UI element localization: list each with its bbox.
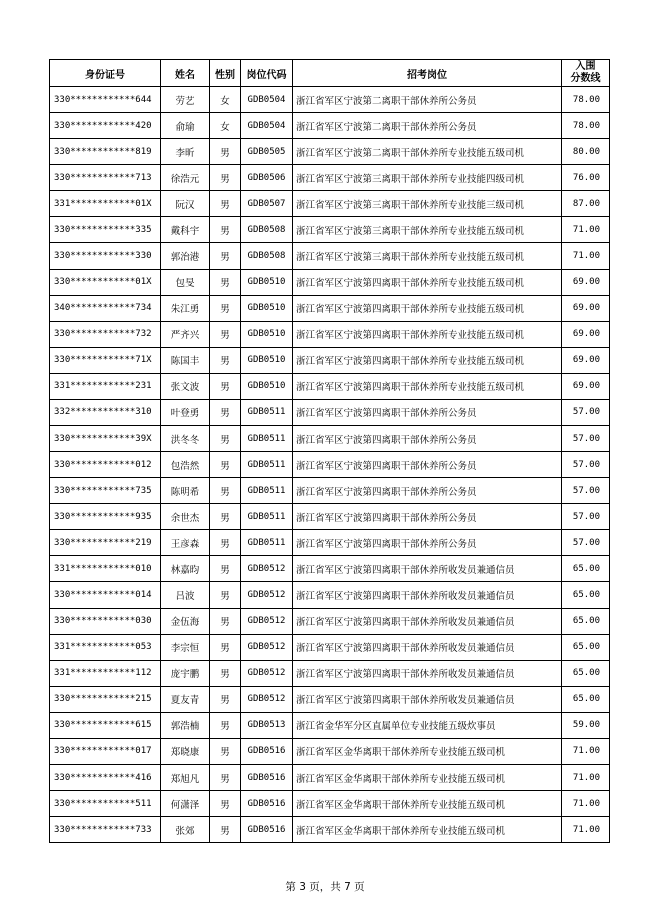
code-cell: GDB0510: [241, 269, 293, 295]
position-cell: 浙江省军区宁波第四离职干部休养所公务员: [293, 426, 562, 452]
id-cell: 330************219: [50, 530, 161, 556]
table-row: [50, 347, 610, 373]
code-cell: GDB0511: [241, 426, 293, 452]
gender-cell: 男: [210, 608, 241, 634]
code-cell: GDB0512: [241, 608, 293, 634]
position-cell: 浙江省军区金华离职干部休养所专业技能五级司机: [293, 791, 562, 817]
name-cell: 李宗恒: [161, 634, 210, 660]
id-cell: 330************71X: [50, 347, 161, 373]
name-cell: 吕波: [161, 582, 210, 608]
score-cell: 65.00: [562, 556, 610, 582]
table-header: [50, 60, 610, 87]
table-row: [50, 87, 610, 113]
code-cell: GDB0516: [241, 817, 293, 843]
code-cell: GDB0508: [241, 217, 293, 243]
score-cell: 57.00: [562, 452, 610, 478]
table-row: [50, 608, 610, 634]
gender-cell: 男: [210, 452, 241, 478]
score-cell: 69.00: [562, 321, 610, 347]
position-cell: 浙江省军区宁波第四离职干部休养所收发员兼通信员: [293, 582, 562, 608]
page-footer: 第 3 页，共 7 页: [285, 881, 365, 893]
code-cell: GDB0512: [241, 556, 293, 582]
id-cell: 330************735: [50, 478, 161, 504]
id-cell: 330************819: [50, 139, 161, 165]
gender-cell: 男: [210, 321, 241, 347]
name-cell: 包旻: [161, 269, 210, 295]
name-cell: 林嘉昀: [161, 556, 210, 582]
id-cell: 331************010: [50, 556, 161, 582]
gender-cell: 男: [210, 217, 241, 243]
name-cell: 郭治港: [161, 243, 210, 269]
id-cell: 330************014: [50, 582, 161, 608]
table-row: [50, 791, 610, 817]
code-cell: GDB0510: [241, 347, 293, 373]
position-cell: 浙江省军区宁波第二离职干部休养所公务员: [293, 113, 562, 139]
position-cell: 浙江省军区宁波第二离职干部休养所公务员: [293, 87, 562, 113]
code-cell: GDB0507: [241, 191, 293, 217]
score-cell: 76.00: [562, 165, 610, 191]
id-cell: 331************053: [50, 634, 161, 660]
table-row: [50, 373, 610, 399]
header-position: 招考岗位: [293, 60, 562, 87]
position-cell: 浙江省军区宁波第四离职干部休养所专业技能五级司机: [293, 321, 562, 347]
name-cell: 张文波: [161, 373, 210, 399]
name-cell: 余世杰: [161, 504, 210, 530]
score-cell: 65.00: [562, 634, 610, 660]
table-row: [50, 426, 610, 452]
code-cell: GDB0510: [241, 295, 293, 321]
score-cell: 57.00: [562, 399, 610, 425]
code-cell: GDB0504: [241, 87, 293, 113]
name-cell: 夏友青: [161, 686, 210, 712]
id-cell: 330************012: [50, 452, 161, 478]
candidate-table: [49, 59, 610, 843]
position-cell: 浙江省军区宁波第四离职干部休养所公务员: [293, 530, 562, 556]
code-cell: GDB0512: [241, 660, 293, 686]
gender-cell: 男: [210, 530, 241, 556]
name-cell: 陈明希: [161, 478, 210, 504]
score-cell: 69.00: [562, 295, 610, 321]
table-row: [50, 582, 610, 608]
id-cell: 330************935: [50, 504, 161, 530]
gender-cell: 男: [210, 373, 241, 399]
position-cell: 浙江省军区宁波第三离职干部休养所专业技能五级司机: [293, 243, 562, 269]
score-cell: 71.00: [562, 791, 610, 817]
name-cell: 金伍海: [161, 608, 210, 634]
header-name: 姓名: [161, 60, 210, 87]
gender-cell: 女: [210, 87, 241, 113]
table-row: [50, 660, 610, 686]
name-cell: 陈国丰: [161, 347, 210, 373]
name-cell: 严齐兴: [161, 321, 210, 347]
gender-cell: 男: [210, 738, 241, 764]
score-cell: 57.00: [562, 530, 610, 556]
position-cell: 浙江省军区宁波第四离职干部休养所专业技能五级司机: [293, 269, 562, 295]
name-cell: 郑晓康: [161, 738, 210, 764]
gender-cell: 男: [210, 347, 241, 373]
id-cell: 330************420: [50, 113, 161, 139]
gender-cell: 男: [210, 686, 241, 712]
name-cell: 阮汉: [161, 191, 210, 217]
table-row: [50, 712, 610, 738]
code-cell: GDB0510: [241, 321, 293, 347]
table-row: [50, 399, 610, 425]
table-row: [50, 295, 610, 321]
score-cell: 57.00: [562, 504, 610, 530]
position-cell: 浙江省军区宁波第四离职干部休养所收发员兼通信员: [293, 660, 562, 686]
name-cell: 劳艺: [161, 87, 210, 113]
table-body: [50, 87, 610, 843]
name-cell: 包浩然: [161, 452, 210, 478]
table-row: [50, 686, 610, 712]
id-cell: 331************231: [50, 373, 161, 399]
name-cell: 俞瑜: [161, 113, 210, 139]
score-cell: 71.00: [562, 817, 610, 843]
code-cell: GDB0508: [241, 243, 293, 269]
id-cell: 330************01X: [50, 269, 161, 295]
header-score: [562, 60, 610, 87]
header-code: 岗位代码: [241, 60, 293, 87]
code-cell: GDB0516: [241, 765, 293, 791]
score-cell: 71.00: [562, 738, 610, 764]
code-cell: GDB0511: [241, 504, 293, 530]
position-cell: 浙江省军区宁波第二离职干部休养所专业技能五级司机: [293, 139, 562, 165]
table-row: [50, 765, 610, 791]
gender-cell: 男: [210, 634, 241, 660]
table-row: [50, 217, 610, 243]
id-cell: 330************39X: [50, 426, 161, 452]
position-cell: 浙江省军区宁波第四离职干部休养所专业技能五级司机: [293, 347, 562, 373]
gender-cell: 女: [210, 113, 241, 139]
gender-cell: 男: [210, 139, 241, 165]
code-cell: GDB0511: [241, 452, 293, 478]
gender-cell: 男: [210, 556, 241, 582]
position-cell: 浙江省军区宁波第四离职干部休养所公务员: [293, 478, 562, 504]
table-row: [50, 478, 610, 504]
code-cell: GDB0511: [241, 478, 293, 504]
position-cell: 浙江省军区宁波第四离职干部休养所收发员兼通信员: [293, 634, 562, 660]
score-cell: 57.00: [562, 478, 610, 504]
name-cell: 郭浩楠: [161, 712, 210, 738]
gender-cell: 男: [210, 426, 241, 452]
position-cell: 浙江省军区宁波第四离职干部休养所收发员兼通信员: [293, 608, 562, 634]
score-cell: 65.00: [562, 582, 610, 608]
position-cell: 浙江省军区宁波第四离职干部休养所收发员兼通信员: [293, 556, 562, 582]
code-cell: GDB0511: [241, 530, 293, 556]
header-gender: 性别: [210, 60, 241, 87]
table-row: [50, 504, 610, 530]
score-cell: 57.00: [562, 426, 610, 452]
gender-cell: 男: [210, 712, 241, 738]
name-cell: 郑旭凡: [161, 765, 210, 791]
table-row: [50, 530, 610, 556]
score-cell: 71.00: [562, 217, 610, 243]
id-cell: 330************732: [50, 321, 161, 347]
position-cell: 浙江省军区金华离职干部休养所专业技能五级司机: [293, 817, 562, 843]
id-cell: 330************030: [50, 608, 161, 634]
gender-cell: 男: [210, 817, 241, 843]
name-cell: 何潇泽: [161, 791, 210, 817]
id-cell: 331************01X: [50, 191, 161, 217]
id-cell: 330************615: [50, 712, 161, 738]
id-cell: 330************511: [50, 791, 161, 817]
id-cell: 330************733: [50, 817, 161, 843]
table-row: [50, 269, 610, 295]
score-cell: 78.00: [562, 87, 610, 113]
table-row: [50, 452, 610, 478]
score-cell: 65.00: [562, 686, 610, 712]
score-cell: 69.00: [562, 347, 610, 373]
table-row: [50, 165, 610, 191]
position-cell: 浙江省军区宁波第四离职干部休养所专业技能五级司机: [293, 373, 562, 399]
id-cell: 330************644: [50, 87, 161, 113]
score-cell: 59.00: [562, 712, 610, 738]
code-cell: GDB0504: [241, 113, 293, 139]
score-cell: 80.00: [562, 139, 610, 165]
score-cell: 65.00: [562, 660, 610, 686]
score-cell: 87.00: [562, 191, 610, 217]
code-cell: GDB0512: [241, 582, 293, 608]
id-cell: 330************713: [50, 165, 161, 191]
table-row: [50, 191, 610, 217]
name-cell: 徐浩元: [161, 165, 210, 191]
gender-cell: 男: [210, 504, 241, 530]
table-row: [50, 113, 610, 139]
name-cell: 戴科宇: [161, 217, 210, 243]
position-cell: 浙江省军区金华离职干部休养所专业技能五级司机: [293, 765, 562, 791]
gender-cell: 男: [210, 295, 241, 321]
code-cell: GDB0511: [241, 399, 293, 425]
score-cell: 69.00: [562, 373, 610, 399]
position-cell: 浙江省军区宁波第三离职干部休养所专业技能五级司机: [293, 217, 562, 243]
table-row: [50, 738, 610, 764]
name-cell: 李昕: [161, 139, 210, 165]
gender-cell: 男: [210, 191, 241, 217]
position-cell: 浙江省军区宁波第三离职干部休养所专业技能四级司机: [293, 165, 562, 191]
table-row: [50, 321, 610, 347]
position-cell: 浙江省军区宁波第四离职干部休养所公务员: [293, 504, 562, 530]
position-cell: 浙江省军区宁波第四离职干部休养所公务员: [293, 399, 562, 425]
score-cell: 65.00: [562, 608, 610, 634]
name-cell: 王彦森: [161, 530, 210, 556]
code-cell: GDB0516: [241, 738, 293, 764]
gender-cell: 男: [210, 165, 241, 191]
table-row: [50, 817, 610, 843]
gender-cell: 男: [210, 660, 241, 686]
name-cell: 张郊: [161, 817, 210, 843]
position-cell: 浙江省金华军分区直属单位专业技能五级炊事员: [293, 712, 562, 738]
code-cell: GDB0506: [241, 165, 293, 191]
id-cell: 340************734: [50, 295, 161, 321]
position-cell: 浙江省军区宁波第四离职干部休养所公务员: [293, 452, 562, 478]
table-row: [50, 556, 610, 582]
code-cell: GDB0505: [241, 139, 293, 165]
header-id: 身份证号: [50, 60, 161, 87]
name-cell: 庞宇鹏: [161, 660, 210, 686]
position-cell: 浙江省军区宁波第三离职干部休养所专业技能三级司机: [293, 191, 562, 217]
position-cell: 浙江省军区宁波第四离职干部休养所收发员兼通信员: [293, 686, 562, 712]
id-cell: 330************416: [50, 765, 161, 791]
gender-cell: 男: [210, 765, 241, 791]
gender-cell: 男: [210, 582, 241, 608]
code-cell: GDB0510: [241, 373, 293, 399]
code-cell: GDB0513: [241, 712, 293, 738]
id-cell: 330************017: [50, 738, 161, 764]
code-cell: GDB0512: [241, 634, 293, 660]
position-cell: 浙江省军区宁波第四离职干部休养所专业技能五级司机: [293, 295, 562, 321]
name-cell: 洪冬冬: [161, 426, 210, 452]
id-cell: 330************215: [50, 686, 161, 712]
id-cell: 330************335: [50, 217, 161, 243]
table-row: [50, 139, 610, 165]
score-cell: 71.00: [562, 243, 610, 269]
name-cell: 叶登勇: [161, 399, 210, 425]
position-cell: 浙江省军区金华离职干部休养所专业技能五级司机: [293, 738, 562, 764]
header-score-line2: 分数线: [570, 73, 601, 84]
name-cell: 朱江勇: [161, 295, 210, 321]
gender-cell: 男: [210, 478, 241, 504]
id-cell: 332************310: [50, 399, 161, 425]
code-cell: GDB0516: [241, 791, 293, 817]
header-score-line1: 入围: [575, 61, 596, 72]
table-row: [50, 243, 610, 269]
id-cell: 331************112: [50, 660, 161, 686]
gender-cell: 男: [210, 269, 241, 295]
gender-cell: 男: [210, 243, 241, 269]
score-cell: 78.00: [562, 113, 610, 139]
score-cell: 69.00: [562, 269, 610, 295]
table-row: [50, 634, 610, 660]
score-cell: 71.00: [562, 765, 610, 791]
code-cell: GDB0512: [241, 686, 293, 712]
gender-cell: 男: [210, 399, 241, 425]
id-cell: 330************330: [50, 243, 161, 269]
gender-cell: 男: [210, 791, 241, 817]
